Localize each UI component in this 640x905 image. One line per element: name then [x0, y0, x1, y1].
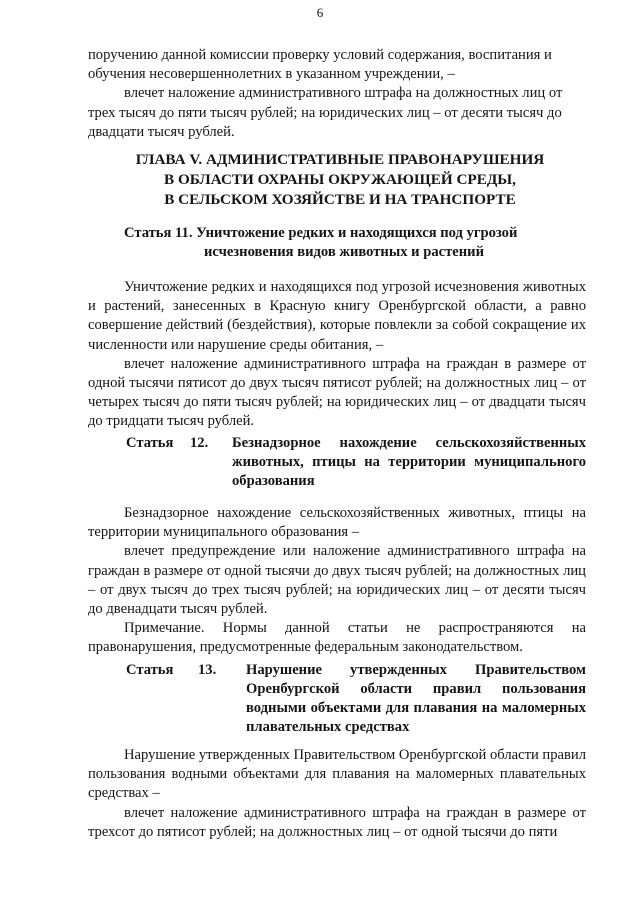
article-13-paragraph-1: Нарушение утвержденных Правительством Оренбургской области правил пользования водными объектами для плавания на маломерных плавательных средствах – [88, 747, 586, 802]
article-12-paragraph-3: Примечание. Нормы данной статьи не распространяются на правонарушения, предусмотренные федеральным законодательством. [88, 620, 586, 656]
article-12-label: Статья [126, 435, 174, 451]
article-12-body [88, 504, 586, 658]
intro-section [88, 46, 586, 142]
article-13-title: Нарушение утвержденных Правительством Оренбургской области правил пользования водными объектами для плавания на маломерных плавательных средствах [246, 662, 586, 735]
article-11-title-line-2: исчезновения видов животных и растений [204, 244, 484, 260]
article-12-heading [126, 434, 586, 494]
chapter-heading [100, 150, 580, 210]
article-11-paragraph-1: Уничтожение редких и находящихся под угрозой исчезновения животных и растений, занесенных в Красную книгу Оренбургской области, а равно совершение действий (бездействия), которые повлекли за собой сокращение их численности или нарушение среды обитания, – [88, 279, 586, 353]
article-12-title: Безнадзорное нахождение сельскохозяйственных животных, птицы на территории муниципального образования [232, 435, 586, 489]
intro-line-3: влечет наложение административного штрафа на должностных лиц от [124, 85, 563, 102]
article-11-heading [124, 224, 594, 262]
intro-line-4: трех тысяч до пяти тысяч рублей; на юридических лиц – от десяти тысяч до [88, 104, 562, 121]
article-13-number: 13. [198, 662, 217, 678]
chapter-line-1: ГЛАВА V. АДМИНИСТРАТИВНЫЕ ПРАВОНАРУШЕНИЯ [135, 151, 545, 168]
article-13-body [88, 746, 586, 842]
intro-line-1: поручению данной комиссии проверку условий содержания, воспитания и [88, 47, 552, 63]
intro-line-2: обучения несовершеннолетних в указанном учреждении, – [88, 66, 455, 83]
intro-line-5: двадцати тысяч рублей. [88, 123, 235, 140]
article-13-heading [126, 661, 586, 741]
article-12-number: 12. [190, 435, 209, 451]
article-13-paragraph-2: влечет наложение административного штрафа на граждан в размере от трехсот до пятисот рублей; на должностных лиц – от одной тысячи до пяти [88, 804, 586, 840]
chapter-line-3: В СЕЛЬСКОМ ХОЗЯЙСТВЕ И НА ТРАНСПОРТЕ [164, 191, 516, 208]
page-number: 6 [316, 5, 324, 20]
article-11-body [88, 278, 586, 432]
article-11-paragraph-2: влечет наложение административного штрафа на граждан в размере от одной тысячи пятисот до двух тысяч пятисот рублей; на должностных лиц – от четырех тысяч до пяти тысяч рублей; на юридических лиц – от двадцати тысяч до тридцати тысяч рублей. [88, 355, 586, 430]
article-12-paragraph-1: Безнадзорное нахождение сельскохозяйственных животных, птицы на территории муниципального образования – [88, 505, 586, 541]
article-13-label: Статья [126, 662, 174, 678]
article-11-title-line-1: Статья 11. Уничтожение редких и находящихся под угрозой [124, 225, 518, 241]
article-12-paragraph-2: влечет предупреждение или наложение административного штрафа на граждан в размере от одной тысячи до двух тысяч рублей; на должностных лиц – от двух тысяч до трех тысяч рублей; на юридических лиц – от десяти тысяч до двенадцати тысяч рублей. [88, 543, 586, 618]
chapter-line-2: В ОБЛАСТИ ОХРАНЫ ОКРУЖАЮЩЕЙ СРЕДЫ, [164, 171, 516, 188]
